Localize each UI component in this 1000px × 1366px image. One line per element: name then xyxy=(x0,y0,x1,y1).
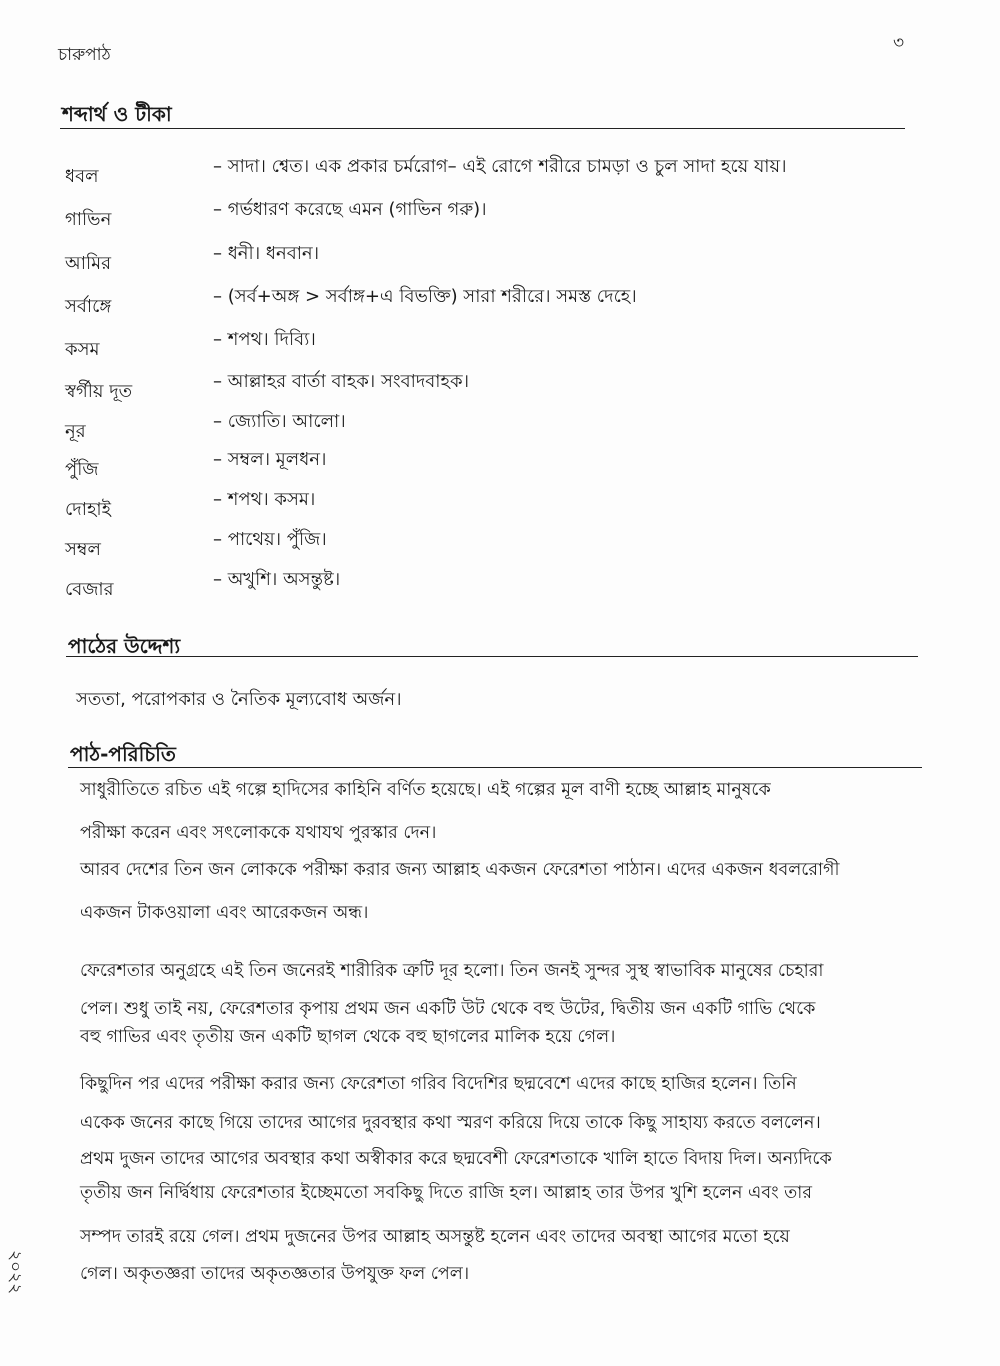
glossary-term: সর্বাঙ্গে xyxy=(65,296,112,317)
glossary-term: গাভিন xyxy=(65,209,112,230)
paragraph-line: ফেরেশতার অনুগ্রহে এই তিন জনেরই শারীরিক ত্রুটি দূর হলো। তিন জনই সুন্দর সুস্থ স্বাভাবিক মানুষের চেহারা xyxy=(80,961,824,981)
glossary-definition: – অখুশি। অসন্তুষ্ট। xyxy=(213,569,341,590)
heading-rule xyxy=(60,128,905,129)
page-number: ৩ xyxy=(893,33,905,53)
paragraph-line: সাধুরীতিতে রচিত এই গল্পে হাদিসের কাহিনি বর্ণিত হয়েছে। এই গল্পের মূল বাণী হচ্ছে আল্লাহ মানুষকে xyxy=(80,780,771,800)
paragraph-line: কিছুদিন পর এদের পরীক্ষা করার জন্য ফেরেশতা গরিব বিদেশির ছদ্মবেশে এদের কাছে হাজির হলেন। তিনি xyxy=(80,1074,797,1094)
heading-rule xyxy=(68,767,922,768)
glossary-term: বেজার xyxy=(65,579,114,600)
glossary-term: দোহাই xyxy=(65,499,112,520)
introduction-heading: পাঠ-পরিচিতি xyxy=(70,742,176,766)
glossary-term: ধবল xyxy=(65,166,99,187)
paragraph-line: আরব দেশের তিন জন লোককে পরীক্ষা করার জন্য আল্লাহ একজন ফেরেশতা পাঠান। এদের একজন ধবলরোগী xyxy=(80,860,840,880)
paragraph-line: প্রথম দুজন তাদের আগের অবস্থার কথা অস্বীকার করে ছদ্মবেশী ফেরেশতাকে খালি হাতে বিদায় দিল। অন্যদিকে xyxy=(80,1149,832,1169)
glossary-definition: – শপথ। কসম। xyxy=(213,489,316,510)
glossary-definition: – পাথেয়। পুঁজি। xyxy=(213,529,327,550)
objective-heading: পাঠের উদ্দেশ্য xyxy=(68,634,181,658)
glossary-term: কসম xyxy=(65,339,100,360)
glossary-heading: শব্দার্থ ও টীকা xyxy=(62,102,172,126)
glossary-term: আমির xyxy=(65,253,112,274)
side-year-note: ২০২২ xyxy=(5,1250,25,1295)
paragraph-line: সম্পদ তারই রয়ে গেল। প্রথম দুজনের উপর আল্লাহ অসন্তুষ্ট হলেন এবং তাদের অবস্থা আগের মতো হয়ে xyxy=(80,1227,790,1247)
paragraph-line: একেক জনের কাছে গিয়ে তাদের আগের দুরবস্থার কথা স্মরণ করিয়ে দিয়ে তাকে কিছু সাহায্য করতে বললেন। xyxy=(80,1113,821,1133)
glossary-definition: – শপথ। দিব্যি। xyxy=(213,329,316,350)
glossary-term: সম্বল xyxy=(65,539,101,560)
glossary-definition: – ধনী। ধনবান। xyxy=(213,243,320,264)
paragraph-line: বহু গাভির এবং তৃতীয় জন একটি ছাগল থেকে বহু ছাগলের মালিক হয়ে গেল। xyxy=(80,1027,616,1047)
glossary-term: পুঁজি xyxy=(65,459,99,480)
paragraph-line: পরীক্ষা করেন এবং সৎলোককে যথাযথ পুরস্কার দেন। xyxy=(80,823,437,843)
glossary-definition: – (সর্ব+অঙ্গ > সর্বাঙ্গ+এ বিভক্তি) সারা শরীরে। সমস্ত দেহে। xyxy=(213,286,637,307)
glossary-definition: – জ্যোতি। আলো। xyxy=(213,411,346,432)
glossary-definition: – আল্লাহর বার্তা বাহক। সংবাদবাহক। xyxy=(213,371,470,392)
glossary-definition: – সাদা। শ্বেত। এক প্রকার চর্মরোগ– এই রোগে শরীরে চামড়া ও চুল সাদা হয়ে যায়। xyxy=(213,156,787,177)
paragraph-line: একজন টাকওয়ালা এবং আরেকজন অন্ধ। xyxy=(80,903,369,923)
running-header-book-title: চারুপাঠ xyxy=(58,45,111,65)
glossary-definition: – গর্ভধারণ করেছে এমন (গাভিন গরু)। xyxy=(213,199,487,220)
glossary-term: স্বর্গীয় দূত xyxy=(65,381,133,402)
glossary-definition: – সম্বল। মূলধন। xyxy=(213,449,327,470)
glossary-term: নূর xyxy=(65,421,86,442)
paragraph-line: পেল। শুধু তাই নয়, ফেরেশতার কৃপায় প্রথম জন একটি উট থেকে বহু উটের, দ্বিতীয় জন একটি গাভি থেকে xyxy=(80,999,816,1019)
paragraph-line: গেল। অকৃতজ্ঞরা তাদের অকৃতজ্ঞতার উপযুক্ত ফল পেল। xyxy=(80,1264,470,1284)
objective-text: সততা, পরোপকার ও নৈতিক মূল্যবোধ অর্জন। xyxy=(76,689,402,710)
paragraph-line: তৃতীয় জন নির্দ্বিধায় ফেরেশতার ইচ্ছেমতো সবকিছু দিতে রাজি হল। আল্লাহ তার উপর খুশি হলেন এবং তার xyxy=(80,1183,813,1203)
heading-rule xyxy=(66,656,918,657)
